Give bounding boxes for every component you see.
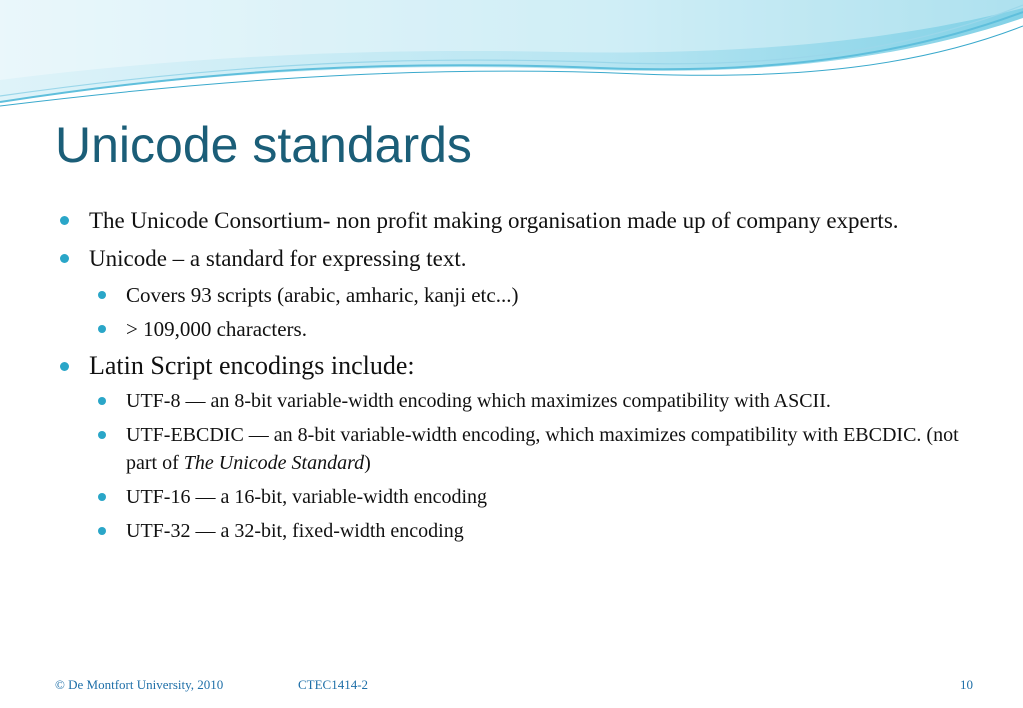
bullet-unicode-standard <box>60 243 990 274</box>
bullet-dot-icon <box>98 325 106 333</box>
bullet-text-italic: The Unicode Standard <box>183 452 365 474</box>
bullet-latin-encodings <box>60 349 990 383</box>
bullet-text: The Unicode Consortium- non profit making organisation made up of company experts. <box>89 208 899 233</box>
sub-bullet-utf16 <box>98 483 990 511</box>
bullet-dot-icon <box>98 527 106 535</box>
bullet-dot-icon <box>60 362 69 371</box>
bullet-dot-icon <box>98 397 106 405</box>
bullet-dot-icon <box>60 216 69 225</box>
bullet-text-pre: UTF-EBCDIC — an 8-bit variable-width encoding, which maximizes compatibility with EBCDIC. (not part of <box>126 424 959 474</box>
bullet-text: UTF-32 — a 32-bit, fixed-width encoding <box>126 520 464 542</box>
bullet-dot-icon <box>98 431 106 439</box>
sub-bullet-characters <box>98 315 990 343</box>
bullet-consortium <box>60 205 990 236</box>
sub-bullet-utf8 <box>98 387 990 415</box>
bullet-text: UTF-8 — an 8-bit variable-width encoding which maximizes compatibility with ASCII. <box>126 390 831 412</box>
footer-page-number: 10 <box>960 677 973 692</box>
bullet-text: Covers 93 scripts (arabic, amharic, kanji etc...) <box>126 283 519 307</box>
bullet-text: Latin Script encodings include: <box>89 351 415 380</box>
bullet-text: Unicode – a standard for expressing text. <box>89 246 467 271</box>
bullet-text: UTF-16 — a 16-bit, variable-width encoding <box>126 486 488 508</box>
header-wave-decoration <box>0 0 1023 110</box>
sub-bullet-scripts <box>98 281 990 309</box>
footer-copyright: © De Montfort University, 2010 <box>55 677 224 692</box>
bullet-dot-icon <box>98 493 106 501</box>
slide-body <box>60 205 990 551</box>
bullet-dot-icon <box>98 291 106 299</box>
bullet-text-post: ) <box>364 452 371 474</box>
bullet-text: > 109,000 characters. <box>126 317 307 341</box>
sub-bullet-utf-ebcdic <box>98 421 990 477</box>
sub-bullet-utf32 <box>98 517 990 545</box>
bullet-dot-icon <box>60 254 69 263</box>
slide-title: Unicode standards <box>55 117 472 173</box>
footer-course-code: CTEC1414-2 <box>298 677 369 692</box>
